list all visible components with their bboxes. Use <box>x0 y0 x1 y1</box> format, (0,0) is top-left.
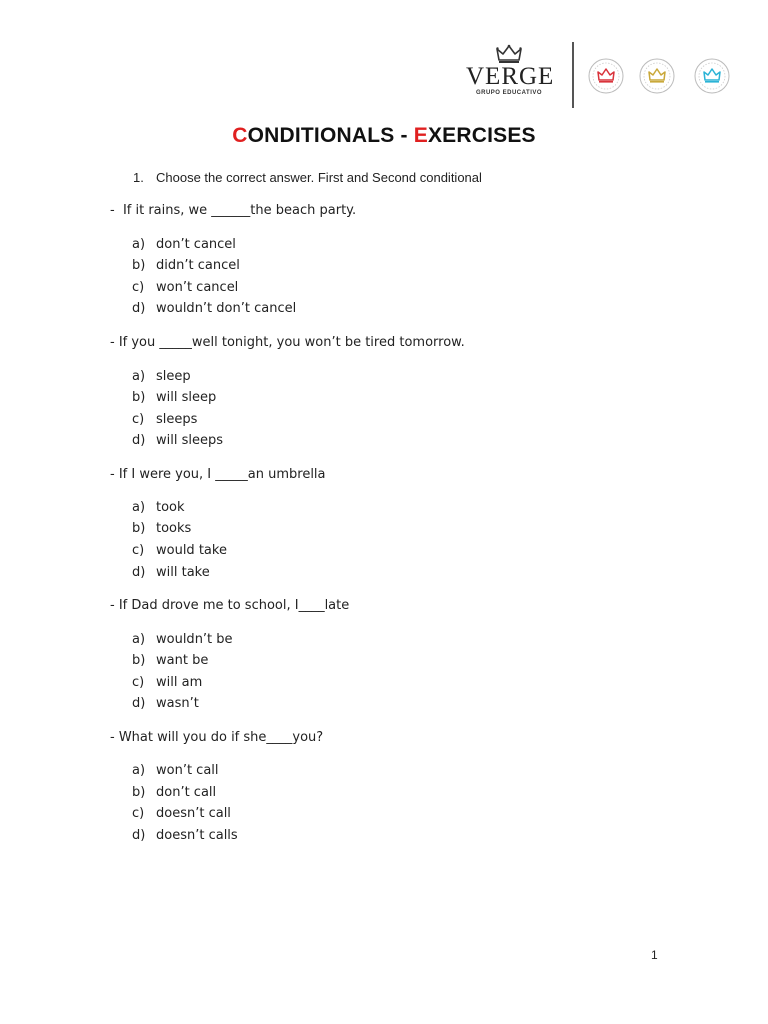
verge-logo <box>466 44 555 104</box>
option-letter: d) <box>132 301 146 316</box>
answer-option <box>132 500 185 515</box>
option-letter: c) <box>132 280 145 295</box>
page-title <box>0 124 768 148</box>
answer-option <box>132 390 216 405</box>
option-letter: c) <box>132 806 145 821</box>
page-number: 1 <box>651 948 658 962</box>
option-text: doesn’t calls <box>156 828 238 843</box>
header-divider <box>572 42 574 108</box>
option-letter: c) <box>132 675 145 690</box>
option-letter: b) <box>132 390 146 405</box>
option-text: sleep <box>156 369 191 384</box>
option-text: tooks <box>156 521 192 536</box>
answer-option <box>132 301 296 316</box>
answer-option <box>132 828 238 843</box>
option-letter: b) <box>132 653 146 668</box>
option-text: will sleep <box>156 390 217 405</box>
option-letter: c) <box>132 543 145 558</box>
answer-option <box>132 675 202 690</box>
answer-option <box>132 565 210 580</box>
option-text: won’t cancel <box>156 280 239 295</box>
question-text: - If I were you, I _____an umbrella <box>110 467 326 482</box>
question-text: - What will you do if she____you? <box>110 730 324 745</box>
option-text: took <box>156 500 185 515</box>
answer-option <box>132 806 231 821</box>
option-letter: b) <box>132 785 146 800</box>
option-text: wouldn’t be <box>156 632 233 647</box>
answer-option <box>132 763 219 778</box>
option-letter: d) <box>132 696 146 711</box>
option-text: sleeps <box>156 412 198 427</box>
option-letter: a) <box>132 500 146 515</box>
option-letter: d) <box>132 433 146 448</box>
option-letter: d) <box>132 828 146 843</box>
option-text: would take <box>156 543 227 558</box>
answer-option <box>132 785 216 800</box>
answer-option <box>132 696 199 711</box>
school-seal-red-icon <box>588 58 624 94</box>
answer-option <box>132 632 233 647</box>
option-text: don’t cancel <box>156 237 236 252</box>
answer-option <box>132 280 238 295</box>
option-text: want be <box>156 653 209 668</box>
option-letter: b) <box>132 521 146 536</box>
title-initial-e: E <box>413 124 428 147</box>
answer-option <box>132 258 240 273</box>
question-text: - If Dad drove me to school, I____late <box>110 598 350 613</box>
question-text: - If you _____well tonight, you won’t be tired tomorrow. <box>110 335 465 350</box>
option-letter: a) <box>132 369 146 384</box>
brand-subtitle: GRUPO EDUCATIVO <box>475 90 543 96</box>
option-letter: b) <box>132 258 146 273</box>
exercise-instruction <box>133 170 482 185</box>
option-text: didn’t cancel <box>156 258 240 273</box>
answer-option <box>132 237 236 252</box>
option-text: will sleeps <box>156 433 224 448</box>
option-letter: a) <box>132 632 146 647</box>
title-initial-c: C <box>232 124 248 147</box>
option-text: doesn’t call <box>156 806 231 821</box>
option-letter: d) <box>132 565 146 580</box>
school-seal-gold-icon <box>639 58 675 94</box>
answer-option <box>132 653 208 668</box>
option-letter: c) <box>132 412 145 427</box>
instruction-number: 1. <box>133 170 144 185</box>
option-text: wouldn’t don’t cancel <box>156 301 297 316</box>
answer-option <box>132 412 197 427</box>
answer-option <box>132 433 223 448</box>
answer-option <box>132 543 227 558</box>
option-text: will am <box>156 675 203 690</box>
option-text: will take <box>156 565 210 580</box>
question-text: - If it rains, we ______the beach party. <box>110 203 357 218</box>
answer-option <box>132 521 191 536</box>
title-part-2: XERCISES <box>427 124 536 147</box>
option-text: wasn’t <box>156 696 199 711</box>
crown-icon <box>496 44 522 64</box>
school-seal-blue-icon <box>694 58 730 94</box>
instruction-text: Choose the correct answer. First and Second conditional <box>156 170 482 185</box>
option-text: don’t call <box>156 785 217 800</box>
brand-name: VERGE <box>466 63 555 90</box>
answer-option <box>132 369 191 384</box>
option-letter: a) <box>132 763 146 778</box>
option-letter: a) <box>132 237 146 252</box>
option-text: won’t call <box>156 763 219 778</box>
title-part-1: ONDITIONALS - <box>247 124 414 147</box>
